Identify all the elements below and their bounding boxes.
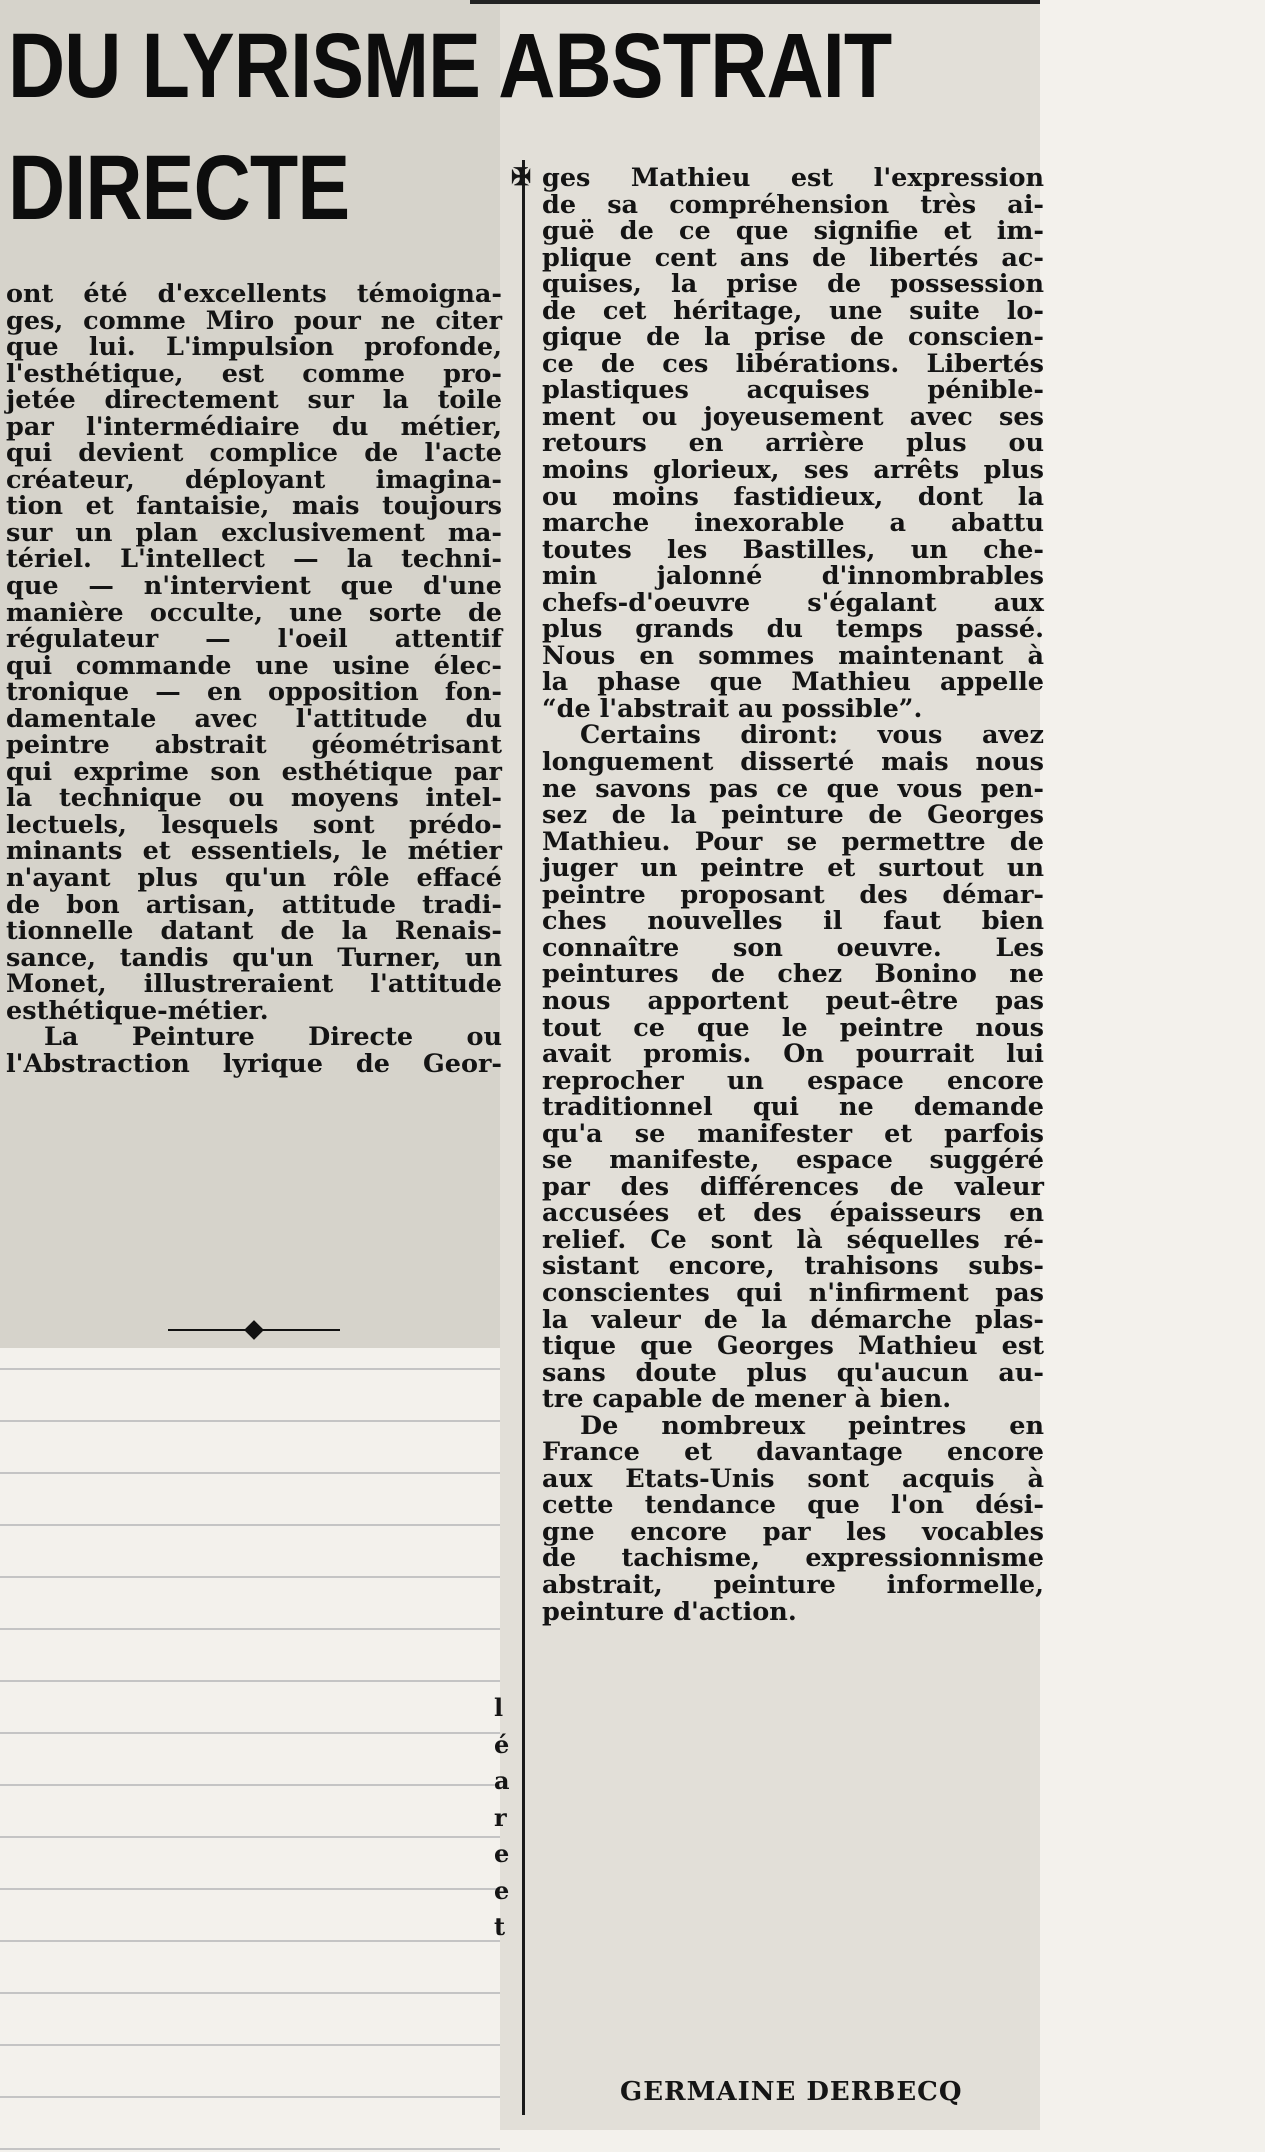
left-line: que — n'intervient que d'une <box>6 571 502 602</box>
right-line: moins glorieux, ses arrêts plus <box>542 455 1044 486</box>
left-line: sance, tandis qu'un Turner, un <box>6 942 502 973</box>
left-line: Monet, illustreraient l'attitude <box>6 969 502 1000</box>
right-line: sez de la peinture de Georges <box>542 800 1044 831</box>
right-line: se manifeste, espace suggéré <box>542 1145 1044 1176</box>
right-line: France et davantage encore <box>542 1437 1044 1468</box>
right-line: longuement disserté mais nous <box>542 747 1044 778</box>
right-line: marche inexorable a abattu <box>542 508 1044 539</box>
right-line: tout ce que le peintre nous <box>542 1012 1044 1043</box>
ruled-line <box>0 1576 500 1578</box>
ruled-line <box>0 2148 500 2150</box>
ruled-line <box>0 2044 500 2046</box>
right-line: peintures de chez Bonino ne <box>542 959 1044 990</box>
headline-line-1: DU LYRISME ABSTRAIT <box>8 15 892 117</box>
end-ornament <box>168 1320 340 1340</box>
right-line: de tachisme, expressionnisme <box>542 1543 1044 1574</box>
ruled-line <box>0 1836 500 1838</box>
right-line: gne encore par les vocables <box>542 1516 1044 1547</box>
right-line: “de l'abstrait au possible”. <box>542 693 923 724</box>
ruled-line <box>0 1420 500 1422</box>
left-line: créateur, déployant imagina- <box>6 464 502 495</box>
right-line: ment ou joyeusement avec ses <box>542 401 1044 432</box>
right-line: retours en arrière plus ou <box>542 428 1044 459</box>
left-line: l'Abstraction lyrique de Geor- <box>6 1048 502 1079</box>
margin-fragment: a <box>494 1766 510 1795</box>
ruled-line <box>0 1992 500 1994</box>
right-line: peintre proposant des démar- <box>542 879 1044 910</box>
margin-fragments <box>494 1690 510 1946</box>
ruled-line <box>0 1680 500 1682</box>
right-line: ce de ces libérations. Libertés <box>542 348 1044 379</box>
right-line: sistant encore, trahisons subs- <box>542 1251 1044 1282</box>
right-line: tre capable de mener à bien. <box>542 1384 952 1415</box>
left-line: sur un plan exclusivement ma- <box>6 517 502 548</box>
ruled-line <box>0 1628 500 1630</box>
right-line: tique que Georges Mathieu est <box>542 1331 1044 1362</box>
ruled-line <box>0 1368 500 1370</box>
right-line: sans doute plus qu'aucun au- <box>542 1357 1044 1388</box>
right-line: abstrait, peinture informelle, <box>542 1569 1044 1600</box>
right-line: plus grands du temps passé. <box>542 614 1044 645</box>
right-line: min jalonné d'innombrables <box>542 561 1044 592</box>
left-line: qui devient complice de l'acte <box>6 438 502 469</box>
left-line: tronique — en opposition fon- <box>6 677 502 708</box>
right-line: traditionnel qui ne demande <box>542 1092 1044 1123</box>
left-line: de bon artisan, attitude tradi- <box>6 889 502 920</box>
left-line: ges, comme Miro pour ne citer <box>6 305 502 336</box>
left-line: ont été d'excellents témoigna- <box>6 279 502 309</box>
author-signature: GERMAINE DERBECQ <box>620 2077 963 2107</box>
left-line: tionnelle datant de la Renais- <box>6 916 502 947</box>
left-line: par l'intermédiaire du métier, <box>6 411 502 442</box>
right-line: gique de la prise de conscien- <box>542 322 1044 353</box>
left-line: qui commande une usine élec- <box>6 650 502 681</box>
ruled-line <box>0 1784 500 1786</box>
left-line: manière occulte, une sorte de <box>6 597 502 628</box>
margin-fragment: r <box>494 1802 507 1832</box>
right-line: plastiques acquises pénible- <box>542 375 1044 406</box>
left-line: lectuels, lesquels sont prédo- <box>6 809 502 840</box>
right-line: reprocher un espace encore <box>542 1065 1044 1096</box>
left-line: régulateur — l'oeil attentif <box>6 624 502 655</box>
left-line: qui exprime son esthétique par <box>6 756 502 787</box>
left-line: minants et essentiels, le métier <box>6 836 502 867</box>
margin-fragment: e <box>494 1875 510 1905</box>
right-line: ou moins fastidieux, dont la <box>542 481 1044 512</box>
left-line: La Peinture Directe ou <box>44 1022 502 1053</box>
right-line: peinture d'action. <box>542 1596 797 1627</box>
left-line: la technique ou moyens intel- <box>6 783 502 814</box>
right-line: aux Etats-Unis sont acquis à <box>542 1463 1044 1494</box>
right-line: la phase que Mathieu appelle <box>542 667 1044 698</box>
margin-fragment: e <box>494 1839 510 1868</box>
column-divider-mark: ✠ <box>511 162 532 191</box>
article-left-column <box>6 281 502 1077</box>
left-line: jetée directement sur la toile <box>6 385 502 416</box>
left-line: tériel. L'intellect — la techni- <box>6 544 502 575</box>
margin-fragment: t <box>494 1912 506 1941</box>
ruled-notebook-paper <box>0 1350 500 2152</box>
right-line: conscientes qui n'infirment pas <box>542 1277 1044 1308</box>
left-line: que lui. L'impulsion profonde, <box>6 332 502 363</box>
article-right-column <box>542 165 1044 1625</box>
margin-fragment: l <box>494 1693 504 1722</box>
right-line: par des différences de valeur <box>542 1171 1044 1202</box>
left-line: l'esthétique, est comme pro- <box>6 358 502 389</box>
right-line: la valeur de la démarche plas- <box>542 1304 1044 1335</box>
right-line: quises, la prise de possession <box>542 269 1044 300</box>
right-line: chefs-d'oeuvre s'égalant aux <box>542 587 1044 618</box>
right-line: toutes les Bastilles, un che- <box>542 534 1044 565</box>
right-line: qu'a se manifester et parfois <box>542 1118 1044 1149</box>
right-line: juger un peintre et surtout un <box>542 853 1044 884</box>
right-line: connaître son oeuvre. Les <box>542 932 1044 963</box>
right-line: de sa compréhension très ai- <box>542 189 1044 220</box>
ruled-line <box>0 1472 500 1474</box>
right-line: nous apportent peut-être pas <box>542 985 1044 1016</box>
right-line: cette tendance que l'on dési- <box>542 1490 1044 1521</box>
ruled-line <box>0 1732 500 1734</box>
left-line: tion et fantaisie, mais toujours <box>6 491 502 522</box>
right-line: De nombreux peintres en <box>580 1410 1044 1441</box>
ruled-line <box>0 1888 500 1890</box>
right-line: accusées et des épaisseurs en <box>542 1198 1044 1229</box>
column-divider <box>522 160 525 2115</box>
left-line: damentale avec l'attitude du <box>6 703 502 734</box>
ruled-line <box>0 2096 500 2098</box>
right-line: Nous en sommes maintenant à <box>542 640 1044 671</box>
right-line: plique cent ans de libertés ac- <box>542 242 1044 273</box>
headline-line-2: DIRECTE <box>8 137 350 239</box>
right-line: relief. Ce sont là séquelles ré- <box>542 1224 1044 1255</box>
right-line: ches nouvelles il faut bien <box>542 906 1044 937</box>
top-rule <box>470 0 1040 4</box>
ruled-line <box>0 1940 500 1942</box>
right-line: de cet héritage, une suite lo- <box>542 295 1044 326</box>
left-line: n'ayant plus qu'un rôle effacé <box>6 863 502 894</box>
right-line: Certains diront: vous avez <box>580 720 1044 751</box>
right-line: ges Mathieu est l'expression <box>542 163 1044 193</box>
right-line: Mathieu. Pour se permettre de <box>542 826 1044 857</box>
ruled-line <box>0 1524 500 1526</box>
margin-fragment: é <box>494 1729 510 1759</box>
left-line: esthétique-métier. <box>6 995 269 1026</box>
right-line: ne savons pas ce que vous pen- <box>542 773 1044 804</box>
right-line: avait promis. On pourrait lui <box>542 1039 1044 1070</box>
right-line: guë de ce que signifie et im- <box>542 216 1044 247</box>
left-line: peintre abstrait géométrisant <box>6 730 502 761</box>
